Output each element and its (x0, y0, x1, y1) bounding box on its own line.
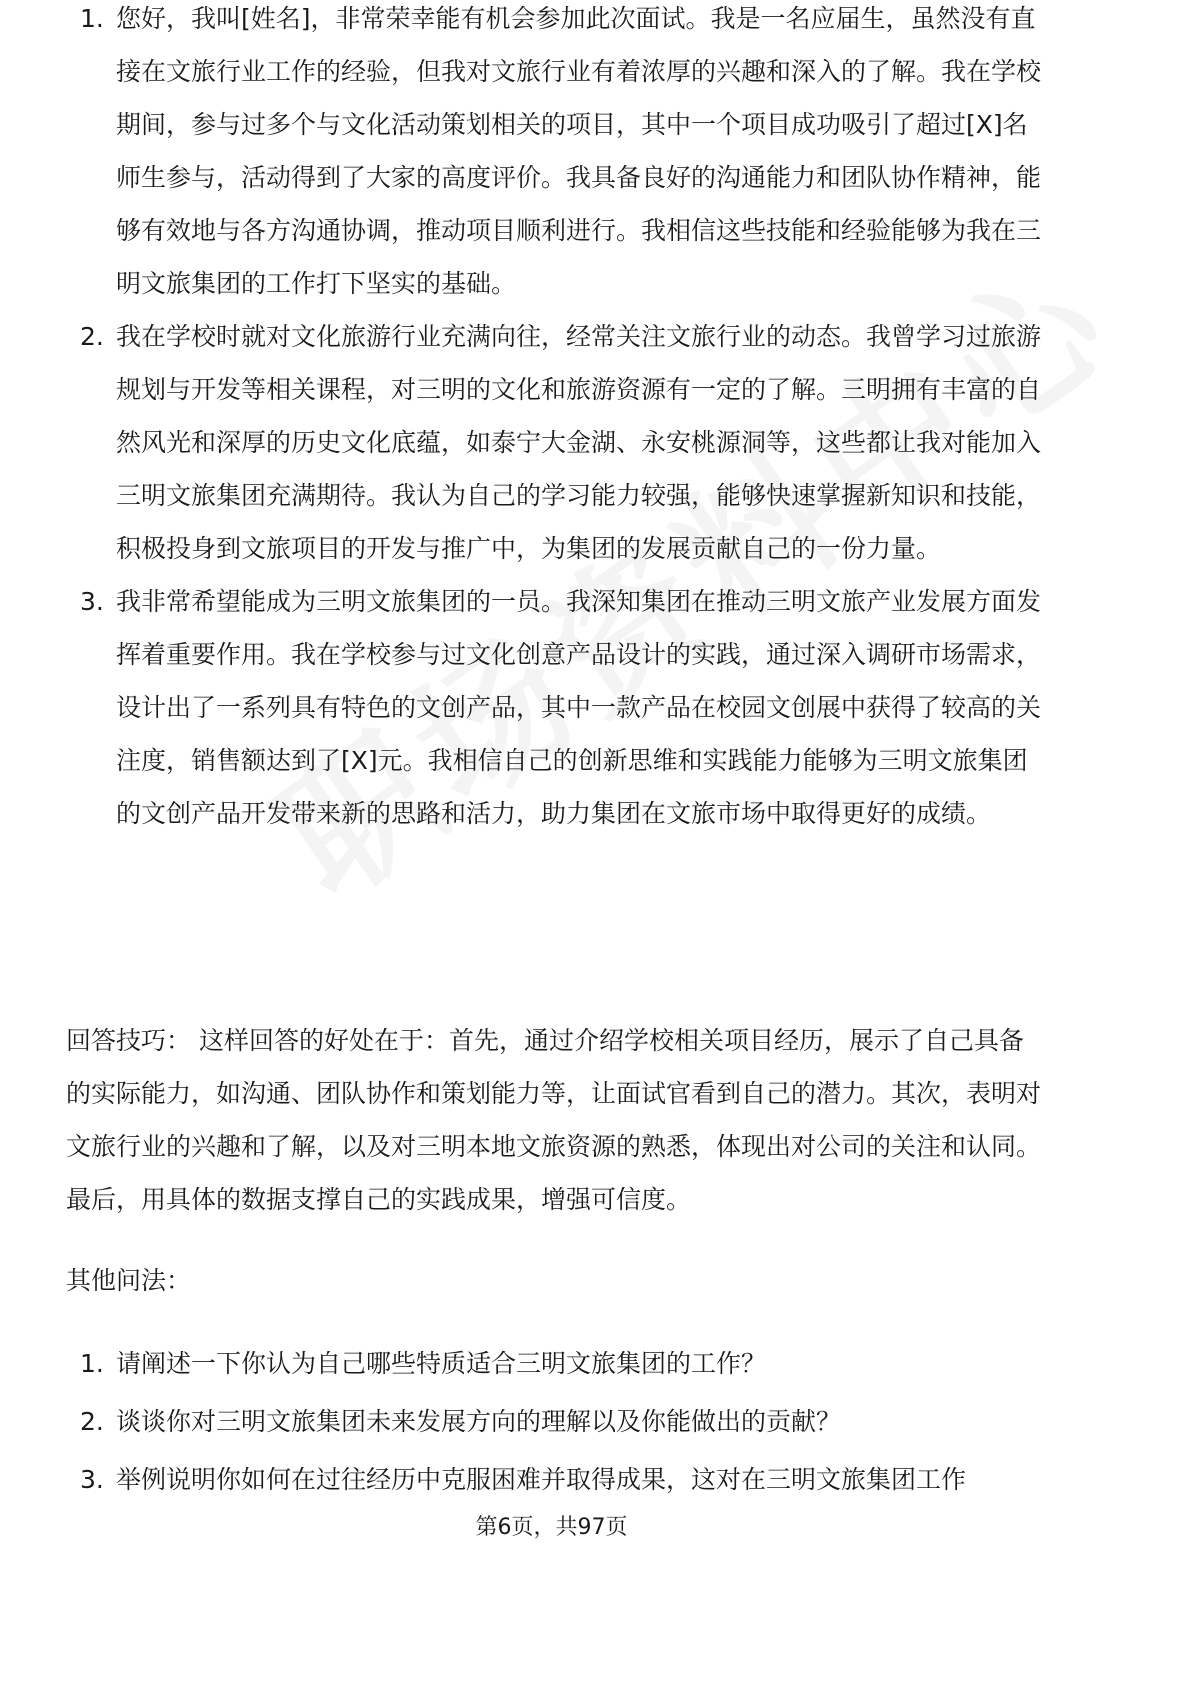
list-item (66, 310, 1046, 575)
list-number: 3. (80, 587, 104, 616)
list-item-text: 我非常希望能成为三明文旅集团的一员。我深知集团在推动三明文旅产业发展方面发挥着重要作用。我在学校参与过文化创意产品设计的实践，通过深入调研市场需求，设计出了一系列具有特色的文创产品，其中一款产品在校园文创展中获得了较高的关注度，销售额达到了[X]元。我相信自己的创新思维和实践能力能够为三明文旅集团的文创产品开发带来新的思路和活力，助力集团在文旅市场中取得更好的成绩。 (116, 587, 1042, 828)
list-number: 2. (80, 1407, 104, 1436)
list-item-text: 您好，我叫[姓名]，非常荣幸能有机会参加此次面试。我是一名应届生，虽然没有直接在文旅行业工作的经验，但我对文旅行业有着浓厚的兴趣和深入的了解。我在学校期间，参与过多个与文化活动策划相关的项目，其中一个项目成功吸引了超过[X]名师生参与，活动得到了大家的高度评价。我具备良好的沟通能力和团队协作精神，能够有效地与各方沟通协调，推动项目顺利进行。我相信这些技能和经验能够为我在三明文旅集团的工作打下坚实的基础。 (116, 4, 1042, 298)
list-item (66, 1451, 1046, 1509)
answer-tips: 回答技巧： 这样回答的好处在于：首先，通过介绍学校相关项目经历，展示了自己具备的实际能力，如沟通、团队协作和策划能力等，让面试官看到自己的潜力。其次，表明对文旅行业的兴趣和了解，以及对三明本地文旅资源的熟悉，体现出对公司的关注和认同。最后，用具体的数据支撑自己的实践成果，增强可信度。 (66, 1026, 1042, 1214)
page-number: 第6页，共97页 (475, 1515, 628, 1540)
list-number: 1. (80, 1349, 104, 1378)
list-number: 2. (80, 322, 104, 351)
list-item (66, 0, 1046, 310)
answer-list (66, 0, 1046, 840)
list-item-text: 我在学校时就对文化旅游行业充满向往，经常关注文旅行业的动态。我曾学习过旅游规划与开发等相关课程，对三明的文化和旅游资源有一定的了解。三明拥有丰富的自然风光和深厚的历史文化底蕴，如泰宁大金湖、永安桃源洞等，这些都让我对能加入三明文旅集团充满期待。我认为自己的学习能力较强，能够快速掌握新知识和技能，积极投身到文旅项目的开发与推广中，为集团的发展贡献自己的一份力量。 (116, 322, 1042, 563)
list-item (66, 575, 1046, 840)
other-questions-list (66, 1335, 1046, 1509)
list-item-text: 请阐述一下你认为自己哪些特质适合三明文旅集团的工作？ (116, 1349, 767, 1378)
list-number: 3. (80, 1465, 104, 1494)
list-item (66, 1335, 1046, 1393)
list-item (66, 1393, 1046, 1451)
list-item-text: 举例说明你如何在过往经历中克服困难并取得成果，这对在三明文旅集团工作 (116, 1465, 967, 1494)
other-questions-heading: 其他问法： (66, 1266, 192, 1295)
list-number: 1. (80, 4, 104, 33)
list-item-text: 谈谈你对三明文旅集团未来发展方向的理解以及你能做出的贡献？ (116, 1407, 842, 1436)
